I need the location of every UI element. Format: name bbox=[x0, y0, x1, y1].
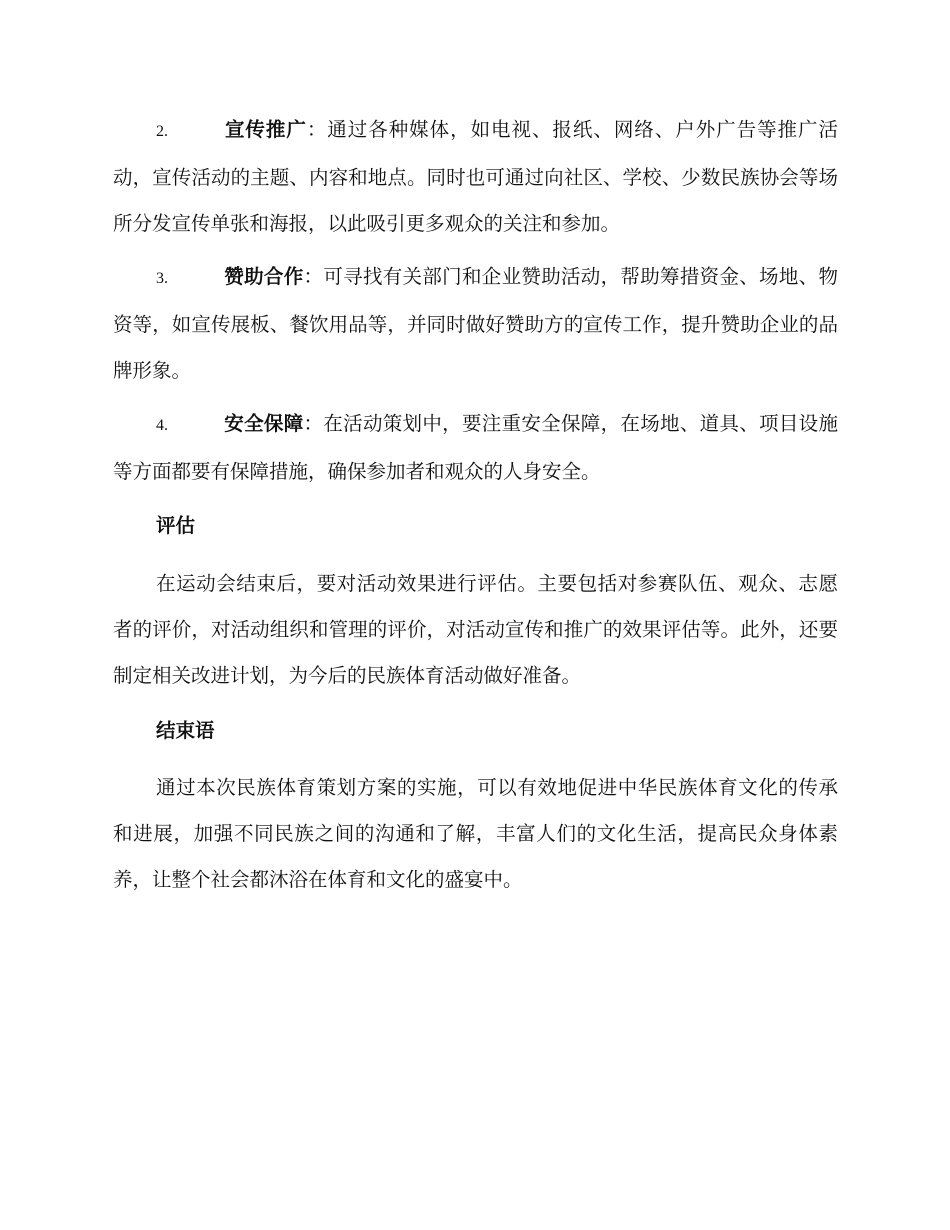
list-number: 2. bbox=[156, 123, 168, 140]
list-text: ：通过各种媒体，如电视、报纸、网络、户外广告等推广活动，宣传活动的主题、内容和地点。同时也可通过向社区、学校、少数民族协会等场所分发宣传单张和海报，以此吸引更多观众的关注和参加。 bbox=[113, 118, 838, 235]
list-item-sponsorship bbox=[113, 254, 838, 394]
list-text: ：在活动策划中，要注重安全保障，在场地、道具、项目设施等方面都要有保障措施，确保参加者和观众的人身安全。 bbox=[113, 412, 838, 483]
list-number: 4. bbox=[156, 417, 168, 434]
list-term: 安全保障 bbox=[224, 412, 304, 435]
list-text: ：可寻找有关部门和企业赞助活动，帮助筹措资金、场地、物资等，如宣传展板、餐饮用品等，并同时做好赞助方的宣传工作，提升赞助企业的品牌形象。 bbox=[113, 265, 838, 382]
list-item-safety bbox=[113, 401, 838, 495]
section-heading-conclusion: 结束语 bbox=[156, 719, 215, 742]
section-body-evaluation: 在运动会结束后，要对活动效果进行评估。主要包括对参赛队伍、观众、志愿者的评价，对活动组织和管理的评价，对活动宣传和推广的效果评估等。此外，还要制定相关改进计划，为今后的民族体育活动做好准备。 bbox=[113, 572, 838, 687]
section-heading-evaluation: 评估 bbox=[156, 514, 196, 537]
section-body-conclusion: 通过本次民族体育策划方案的实施，可以有效地促进中华民族体育文化的传承和进展，加强不同民族之间的沟通和了解，丰富人们的文化生活，提高民众身体素养，让整个社会都沐浴在体育和文化的盛宴中。 bbox=[113, 776, 838, 891]
list-number: 3. bbox=[156, 270, 168, 287]
list-term: 宣传推广 bbox=[224, 118, 307, 141]
list-item-publicity bbox=[113, 107, 838, 247]
list-term: 赞助合作 bbox=[224, 265, 304, 288]
